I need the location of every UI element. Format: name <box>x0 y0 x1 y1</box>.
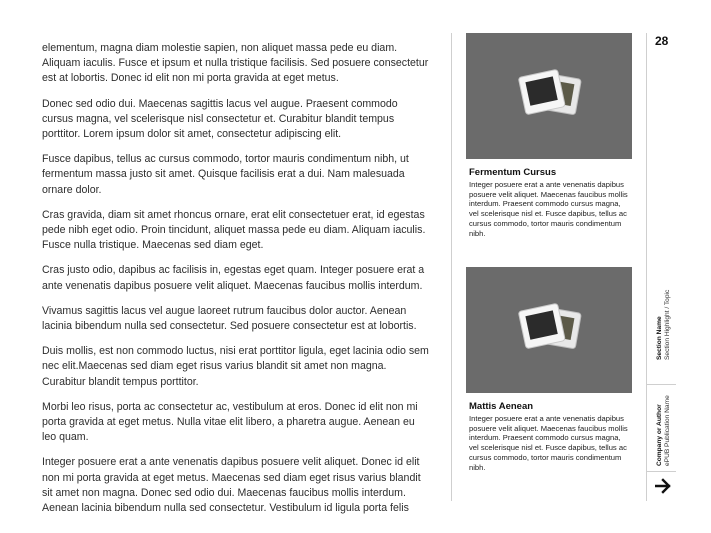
figure-title: Mattis Aenean <box>469 401 534 412</box>
photo-slides-icon <box>514 297 586 361</box>
body-paragraph: elementum, magna diam molestie sapien, non aliquet massa pede eu diam. Aliquam iaculis. Fusce et ipsum et nulla tristique facilisis. Sed posuere consectetur est at lobortis. Donec id elit non mi porta gravida at eget metus. <box>42 42 429 85</box>
publication-label <box>656 395 672 466</box>
body-paragraph: Vivamus sagittis lacus vel augue laoreet rutrum faucibus dolor auctor. Aenean lacinia bibendum nulla sed consectetur. Sed posuere consectetur est at lobortis. <box>42 304 417 333</box>
sidebar-rule <box>646 471 676 472</box>
figure <box>466 33 632 238</box>
body-paragraph: Donec sed odio dui. Maecenas sagittis lacus vel augue. Praesent commodo cursus magna, vel scelerisque nisl consectetur et. Curabitur blandit tempus porttitor. Lorem ipsum dolor sit amet, consectetur adipiscing elit. <box>42 97 398 141</box>
figure-caption: Integer posuere erat a ante venenatis dapibus posuere velit aliquet. Maecenas faucibus mollis interdum. Praesent commodo cursus magna, vel scelerisque nisl et. Fusce dapibus, tellus ac cursus commodo, tortor mauris condimentum nibh. <box>469 180 628 238</box>
figure-image <box>466 33 632 159</box>
figure-title: Fermentum Cursus <box>469 167 557 178</box>
body-paragraph: Fusce dapibus, tellus ac cursus commodo, tortor mauris condimentum nibh, ut fermentum massa justo sit amet. Quisque facilisis erat a dui. Nam malesuada ornare dolor. <box>42 153 409 196</box>
sidebar-rule <box>646 384 676 385</box>
body-paragraph: Integer posuere erat a ante venenatis dapibus posuere velit aliquet. Donec id elit non mi porta gravida at eget metus. Maecenas sed diam eget risus varius blandit sit amet non magna. Donec sed odio dui. Maecenas faucibus mollis interdum. Aenean lacinia bibendum nulla sed consectetur. Vestibulum id ligula porta felis <box>42 456 421 515</box>
body-text-column <box>42 41 430 526</box>
section-label <box>656 290 672 360</box>
photo-slides-icon <box>514 63 586 127</box>
column-divider <box>451 33 452 501</box>
publication-name: ePUB Publication Name <box>664 395 671 466</box>
company-name: Company or Author <box>656 404 663 466</box>
section-topic: Section Highlight / Topic <box>664 289 671 360</box>
page-number: 28 <box>655 34 669 48</box>
body-paragraph: Cras gravida, diam sit amet rhoncus ornare, erat elit consectetuer erat, id egestas pede nibh eget odio. Proin tincidunt, aliquet massa pede eu diam. Aliquam iaculis. Fusce nulla tristique. Maecenas sed diam eget. <box>42 208 426 252</box>
figure-column <box>466 33 632 472</box>
body-paragraph: Morbi leo risus, porta ac consectetur ac, vestibulum at eros. Donec id elit non mi porta gravida at eget metus. Nulla vitae elit libero, a pharetra augue. Aenean eu leo quam. <box>42 400 418 444</box>
sidebar-divider <box>646 33 647 501</box>
arrow-right-icon <box>655 478 671 494</box>
figure-caption: Integer posuere erat a ante venenatis dapibus posuere velit aliquet. Maecenas faucibus mollis interdum. Praesent commodo cursus magna, vel scelerisque nisl et. Fusce dapibus, tellus ac cursus commodo, tortor mauris condimentum nibh. <box>469 414 628 472</box>
next-page-button[interactable] <box>655 478 671 499</box>
body-paragraph: Cras justo odio, dapibus ac facilisis in, egestas eget quam. Integer posuere erat a ante venenatis dapibus posuere velit aliquet. Maecenas faucibus mollis interdum. <box>42 264 425 292</box>
figure-image <box>466 267 632 393</box>
section-name: Section Name <box>656 316 663 360</box>
body-paragraph: Duis mollis, est non commodo luctus, nisi erat porttitor ligula, eget lacinia odio sem nec elit.Maecenas sed diam eget risus varius blandit sit amet non magna. Curabitur blandit tempus porttitor. <box>42 345 429 388</box>
figure <box>466 267 632 472</box>
